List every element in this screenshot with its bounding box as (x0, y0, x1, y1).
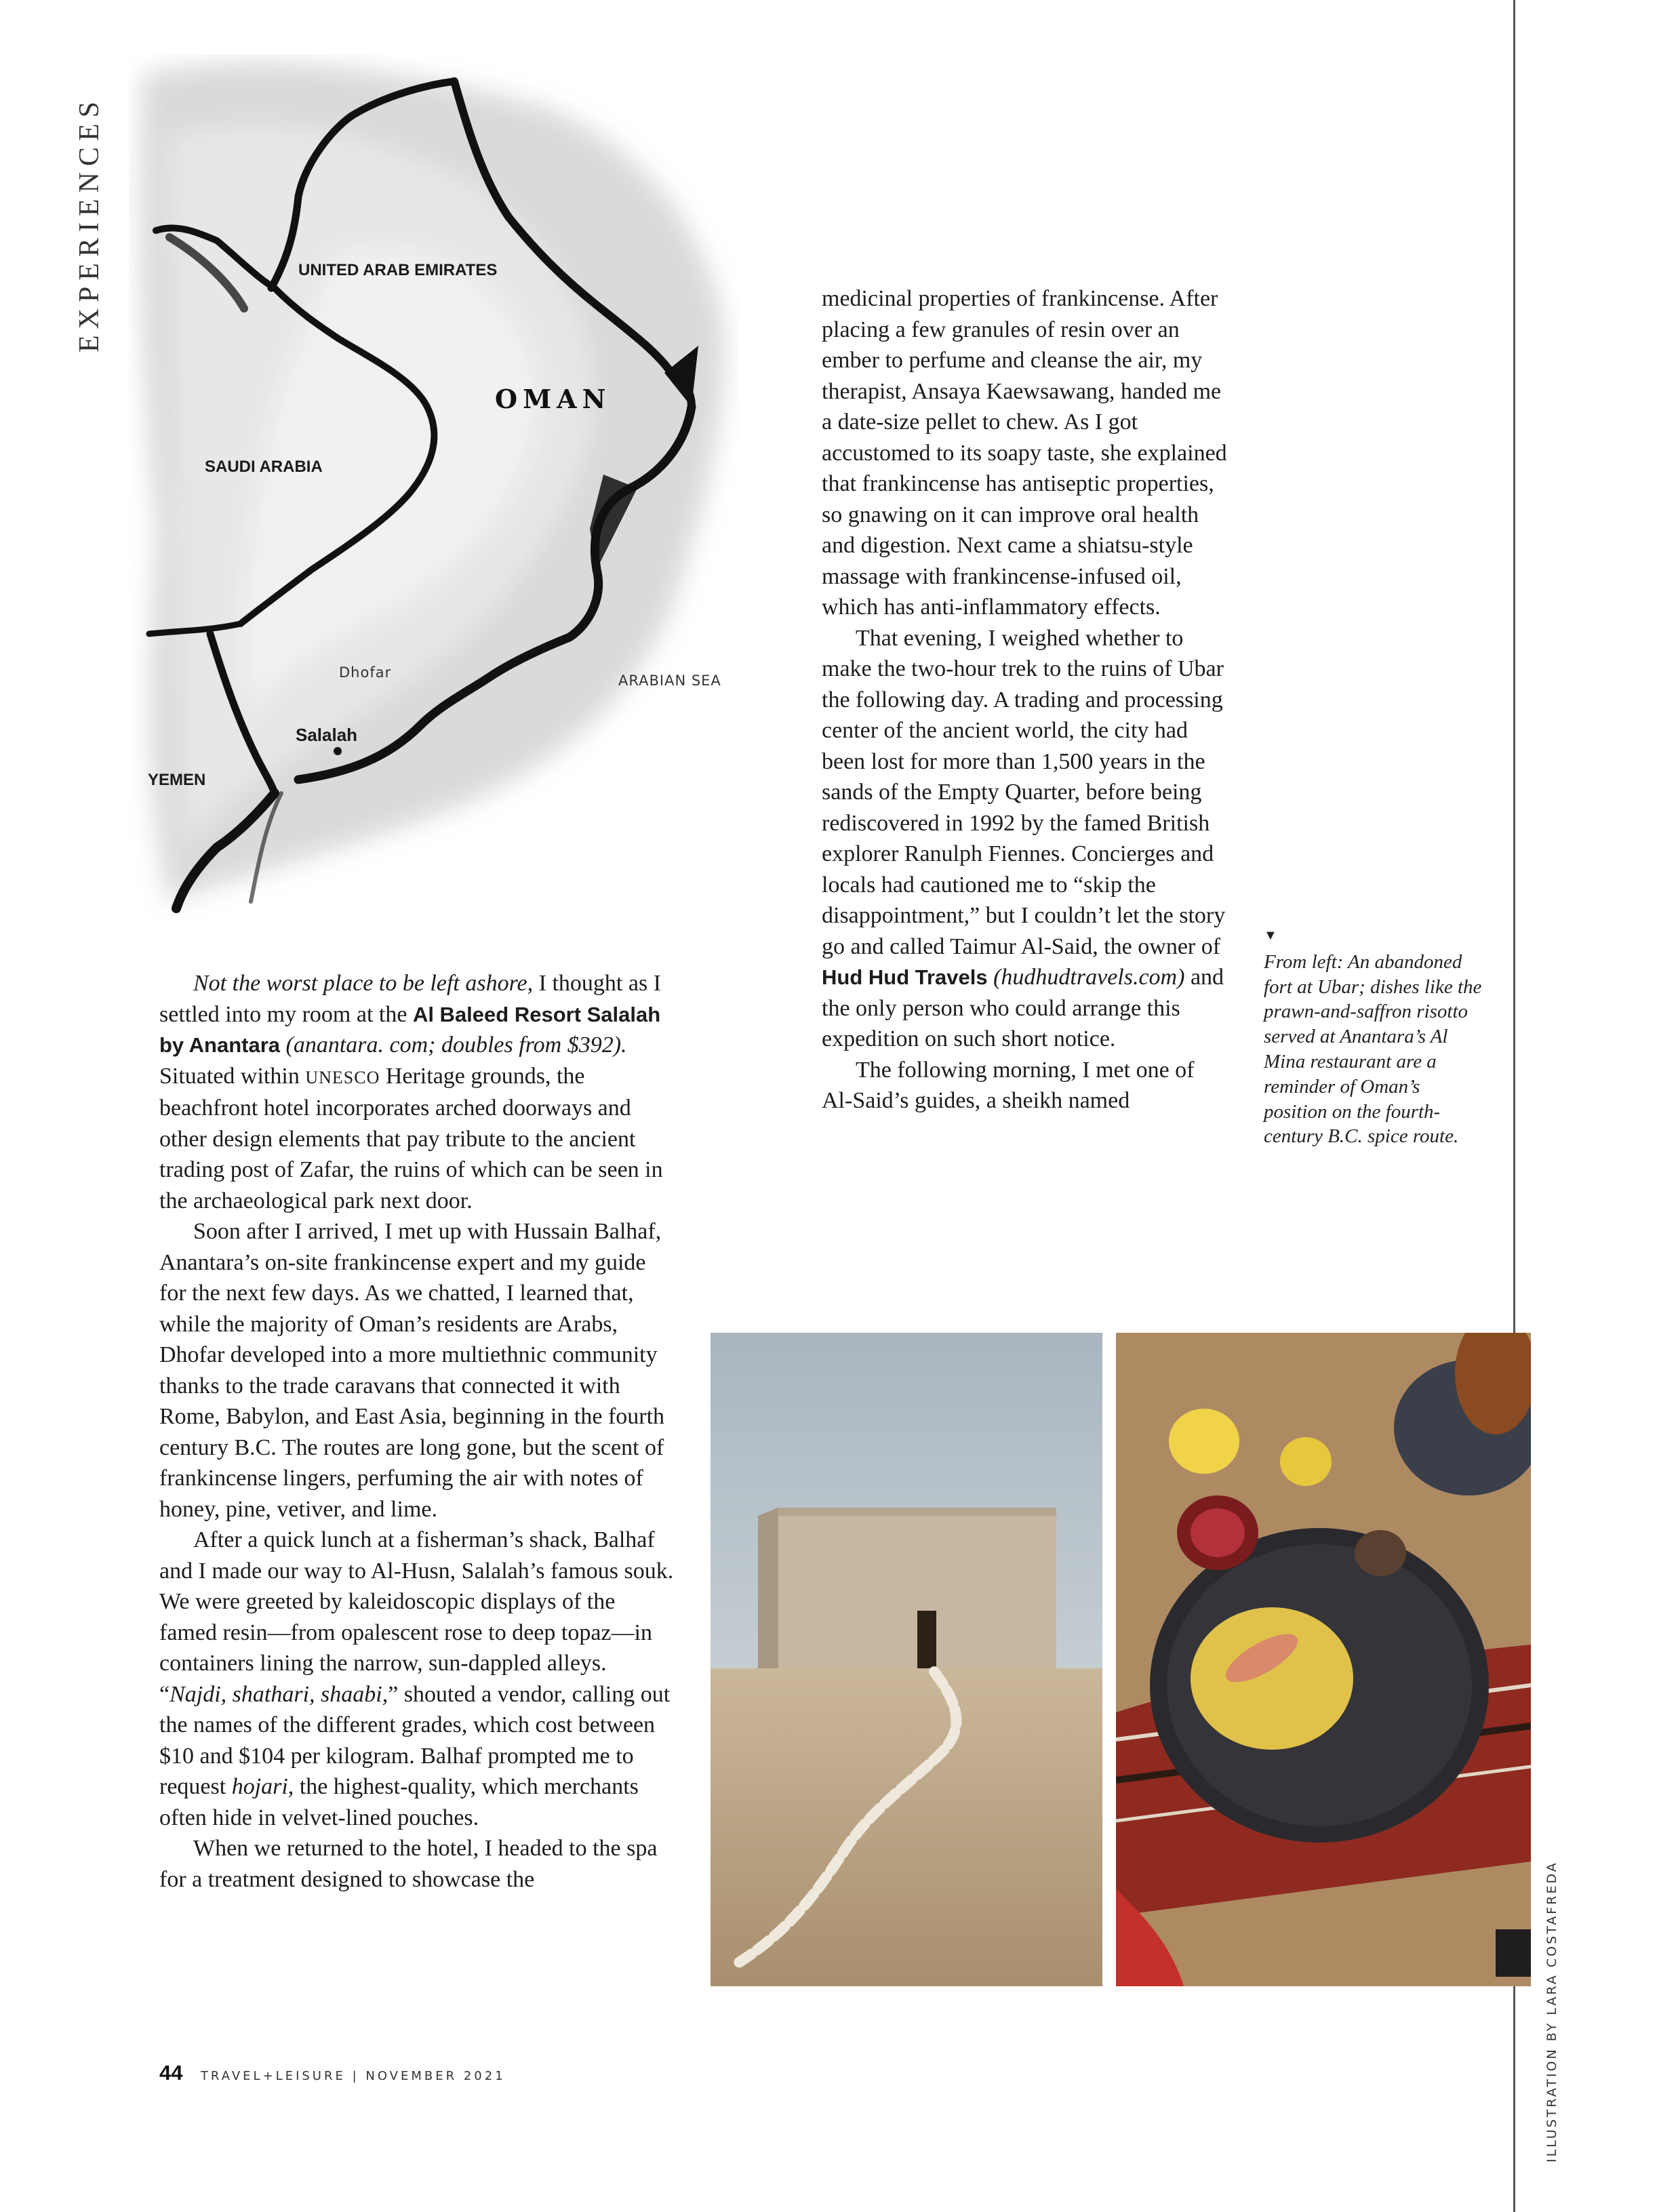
page-footer (159, 2061, 506, 2085)
caption-marker-icon: ▼ (1264, 928, 1277, 943)
article-column-2 (822, 283, 1228, 1117)
page-number: 44 (159, 2061, 183, 2085)
paragraph-2: Soon after I arrived, I met up with Hussain Balhaf, Anantara’s on-site frankincense expert and my guide for the next few days. As we chatted, I learned that, while the majority of Oman’s residents are Arabs, Dhofar developed into a more multiethnic community thanks to the trade caravans that connected it with Rome, Babylon, and East Asia, beginning in the fourth century B.C. The routes are long gone, but the scent of frankincense lingers, perfuming the air with notes of honey, pine, vetiver, and lime. (159, 1219, 665, 1522)
label-salalah: Salalah (296, 725, 358, 745)
label-saudi-arabia: SAUDI ARABIA (205, 458, 323, 476)
photo-caption: ▼ From left: An abandoned fort at Ubar; dishes like the prawn-and-saffron risotto served at Anantara’s Al Mina restaurant are a reminder of Oman’s position on the fourth-century B.C. spice route. (1264, 923, 1487, 1149)
label-dhofar: Dhofar (339, 664, 392, 681)
oman-map (129, 54, 739, 936)
article-column-1 (159, 968, 675, 1895)
label-yemen: YEMEN (148, 771, 206, 789)
resort-name: Al Baleed Resort Salalah by Anantara (159, 1002, 661, 1057)
map-illustration (129, 54, 739, 936)
illustration-credit: ILLUSTRATION BY LARA COSTAFREDA (1544, 1861, 1559, 2163)
lead-in: Not the worst place to be left ashore, (193, 971, 534, 996)
section-label: EXPERIENCES (74, 95, 105, 353)
paragraph-5: medicinal properties of frankincense. After placing a few granules of resin over an ember to perfume and cleanse the air, my therapist, Ansaya Kaewsawang, handed me a date-size pellet to chew. As I got accustomed to its soapy taste, she explained that frankincense has antiseptic properties, so gnawing on it can improve oral health and digestion. Next came a shiatsu-style massage with frankincense-infused oil, which has anti-inflammatory effects. (822, 286, 1227, 620)
fort-photo (711, 1333, 1102, 1986)
label-arabian-sea: ARABIAN SEA (618, 672, 721, 689)
fort-image (711, 1333, 1102, 1986)
paragraph-7: The following morning, I met one of Al-Said’s guides, a sheikh named (822, 1057, 1195, 1113)
paragraph-4: When we returned to the hotel, I headed to the spa for a treatment designed to showcase the (159, 1836, 658, 1892)
paragraph-1: Not the worst place to be left ashore, I thought as I settled into my room at the Al Baleed Resort Salalah by Anantara (anantara. com; doubles from $392). Situated within UNESCO Heritage grounds, the beachfront hotel incorporates arched doorways and other design elements that pay tribute to the ancient trading post of Zafar, the ruins of which can be seen in the archaeological park next door. (159, 971, 663, 1213)
paragraph-3: After a quick lunch at a fisherman’s shack, Balhaf and I made our way to Al-Husn, Salalah’s famous souk. We were greeted by kaleidoscopic displays of the famed resin—from opalescent rose to deep topaz—in containers lining the narrow, sun-dappled alleys. “Najdi, shathari, shaabi,” shouted a vendor, calling out the names of the different grades, which cost between $10 and $104 per kilogram. Balhaf prompted me to request hojari, the highest-quality, which merchants often hide in velvet-lined pouches. (159, 1527, 674, 1830)
food-image (1116, 1333, 1531, 1986)
publication-line: TRAVEL+LEISURE | NOVEMBER 2021 (200, 2069, 506, 2083)
tour-operator-name: Hud Hud Travels (822, 965, 988, 989)
paragraph-6: That evening, I weighed whether to make the two-hour trek to the ruins of Ubar the following day. A trading and processing center of the ancient world, the city had been lost for more than 1,500 years in the sands of the Empty Quarter, before being rediscovered in 1992 by the famed British explorer Ranulph Fiennes. Concierges and locals had cautioned me to “skip the disappointment,” but I couldn’t let the story go and called Taimur Al-Said, the owner of Hud Hud Travels (hudhudtravels.com) and the only person who could arrange this expedition on such short notice. (822, 625, 1226, 1051)
label-oman: OMAN (495, 384, 612, 414)
label-uae: UNITED ARAB EMIRATES (298, 261, 498, 279)
food-photo (1116, 1333, 1531, 1986)
salalah-dot (334, 747, 342, 755)
